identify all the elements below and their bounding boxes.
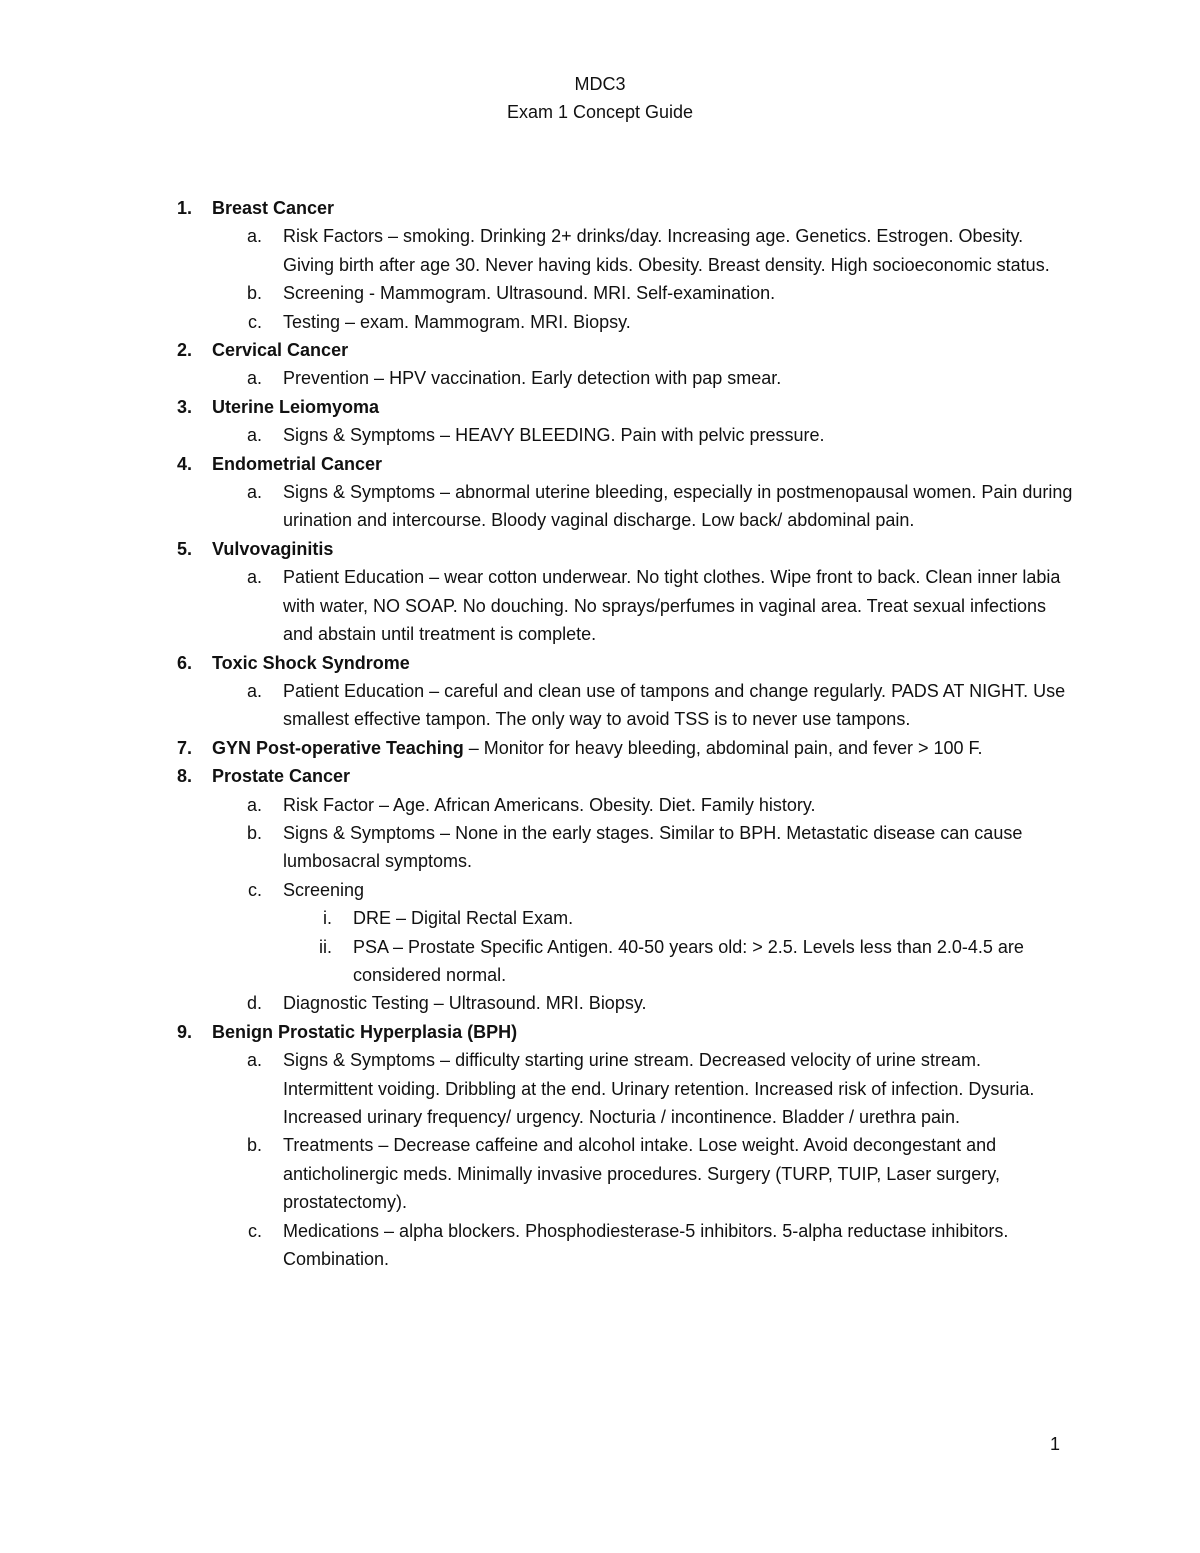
sub-item-number: a. [246,794,262,815]
sub-item [0,1131,1200,1216]
section-item-title: Uterine Leiomyoma [212,396,380,417]
sub-item-number: a. [246,226,262,247]
sub-item [0,1217,1200,1274]
sub-item-text: Treatments – Decrease caffeine and alcohol intake. Lose weight. Avoid decongestant and anticholinergic meds. Minimally invasive procedures. Surgery (TURP, TUIP, Laser surgery, prostatectomy). [283,1135,1000,1213]
sub-item-text: Risk Factors – smoking. Drinking 2+ drinks/day. Increasing age. Genetics. Estrogen. Obesity. Giving birth after age 30. Never having kids. Obesity. Breast density. High socioeconomic status. [283,226,1050,275]
section-item [0,1018,1200,1046]
sub-item [0,1046,1200,1131]
sub-item-text: Medications – alpha blockers. Phosphodiesterase-5 inhibitors. 5-alpha reductase inhibitors. Combination. [283,1220,1009,1270]
page-number: 1 [1049,1434,1060,1454]
sub-item-text: Screening - Mammogram. Ultrasound. MRI. Self-examination. [283,283,776,304]
sub-item-text: Signs & Symptoms – HEAVY BLEEDING. Pain with pelvic pressure. [283,425,825,446]
sub-item [0,308,1200,336]
sub-item-number: b. [246,1135,262,1156]
sub-item-number: a. [246,567,262,588]
sub-item-number: d. [246,993,262,1014]
sub-sub-item-text: PSA – Prostate Specific Antigen. 40-50 years old: > 2.5. Levels less than 2.0-4.5 are considered normal. [353,936,1024,985]
sub-item-text: Prevention – HPV vaccination. Early detection with pap smear. [283,368,782,389]
sub-item-number: a. [246,482,262,503]
sub-item [0,819,1200,876]
sub-item-text: Patient Education – careful and clean use of tampons and change regularly. PADS AT NIGHT. Use smallest effective tampon. The only way to avoid TSS is to never use tampons. [283,680,1066,730]
sub-sub-item-number: i. [323,908,332,929]
section-item-title: Benign Prostatic Hyperplasia (BPH) [212,1021,518,1042]
section-item [0,393,1200,421]
section-item-title: Prostate Cancer [212,766,351,787]
sub-item-number: c. [247,879,262,900]
section-item-title: Vulvovaginitis [212,538,334,559]
sub-item-number: a. [246,425,262,446]
sub-item-number: b. [246,283,262,304]
section-item-number: 5. [176,538,192,559]
sub-item-text: Testing – exam. Mammogram. MRI. Biopsy. [283,311,631,332]
sub-item-number: a. [246,368,262,389]
section-item [0,535,1200,563]
section-item-number: 9. [176,1021,192,1042]
sub-sub-item-text: DRE – Digital Rectal Exam. [353,908,574,929]
section-item-number: 1. [176,198,192,218]
sub-item [0,222,1200,279]
section-item-title: Toxic Shock Syndrome [212,652,410,673]
document-course-title: MDC3 [574,74,626,94]
section-item [0,194,1200,222]
sub-item [0,563,1200,648]
section-item [0,762,1200,790]
sub-item [0,677,1200,734]
sub-item-number: c. [247,311,262,332]
sub-item-number: b. [246,822,262,843]
sub-item [0,279,1200,307]
sub-sub-item [0,904,1200,932]
sub-item [0,478,1200,535]
section-item-number: 6. [176,652,192,673]
sub-item-text: Diagnostic Testing – Ultrasound. MRI. Biopsy. [283,993,647,1014]
section-item-title: GYN Post-operative Teaching [212,737,464,758]
sub-item-text: Signs & Symptoms – abnormal uterine bleeding, especially in postmenopausal women. Pain during urination and intercourse. Bloody vaginal discharge. Low back/ abdominal pain. [283,482,1073,531]
section-item-number: 3. [176,396,192,417]
sub-item-text: Risk Factor – Age. African Americans. Obesity. Diet. Family history. [283,794,816,815]
section-item [0,450,1200,478]
sub-sub-item [0,933,1200,990]
section-item-number: 8. [176,766,192,787]
sub-item [0,421,1200,449]
concept-list [0,194,1200,1273]
section-item [0,649,1200,677]
section-item [0,734,1200,762]
section-item-title: Cervical Cancer [212,340,349,361]
sub-item-text: Signs & Symptoms – difficulty starting urine stream. Decreased velocity of urine stream. Intermittent voiding. Dribbling at the end. Urinary retention. Increased risk of infection. Dysuria. Increased urinary frequency/ urgency. Nocturia / incontinence. Bladder / urethra pain. [283,1050,1035,1127]
section-item-number: 7. [176,737,192,758]
section-item-text: – Monitor for heavy bleeding, abdominal pain, and fever > 100 F. [463,737,983,758]
sub-item-number: c. [247,1220,262,1241]
document-title: Exam 1 Concept Guide [506,102,694,122]
section-item-number: 4. [176,453,192,474]
section-item [0,336,1200,364]
section-item-number: 2. [176,340,192,361]
section-item-title: Endometrial Cancer [212,453,383,474]
sub-item [0,791,1200,819]
section-item-title: Breast Cancer [212,198,335,218]
sub-item-text: Signs & Symptoms – None in the early stages. Similar to BPH. Metastatic disease can cause lumbosacral symptoms. [283,822,1023,872]
sub-item-text: Patient Education – wear cotton underwear. No tight clothes. Wipe front to back. Clean inner labia with water, NO SOAP. No douching. No sprays/perfumes in vaginal area. Treat sexual infections and abstain until treatment is complete. [283,567,1061,645]
sub-item-number: a. [246,680,262,701]
sub-item-text: Screening [283,879,365,900]
sub-item [0,876,1200,904]
sub-item-number: a. [246,1050,262,1071]
sub-item [0,989,1200,1017]
sub-item [0,364,1200,392]
sub-sub-item-number: ii. [319,936,332,957]
